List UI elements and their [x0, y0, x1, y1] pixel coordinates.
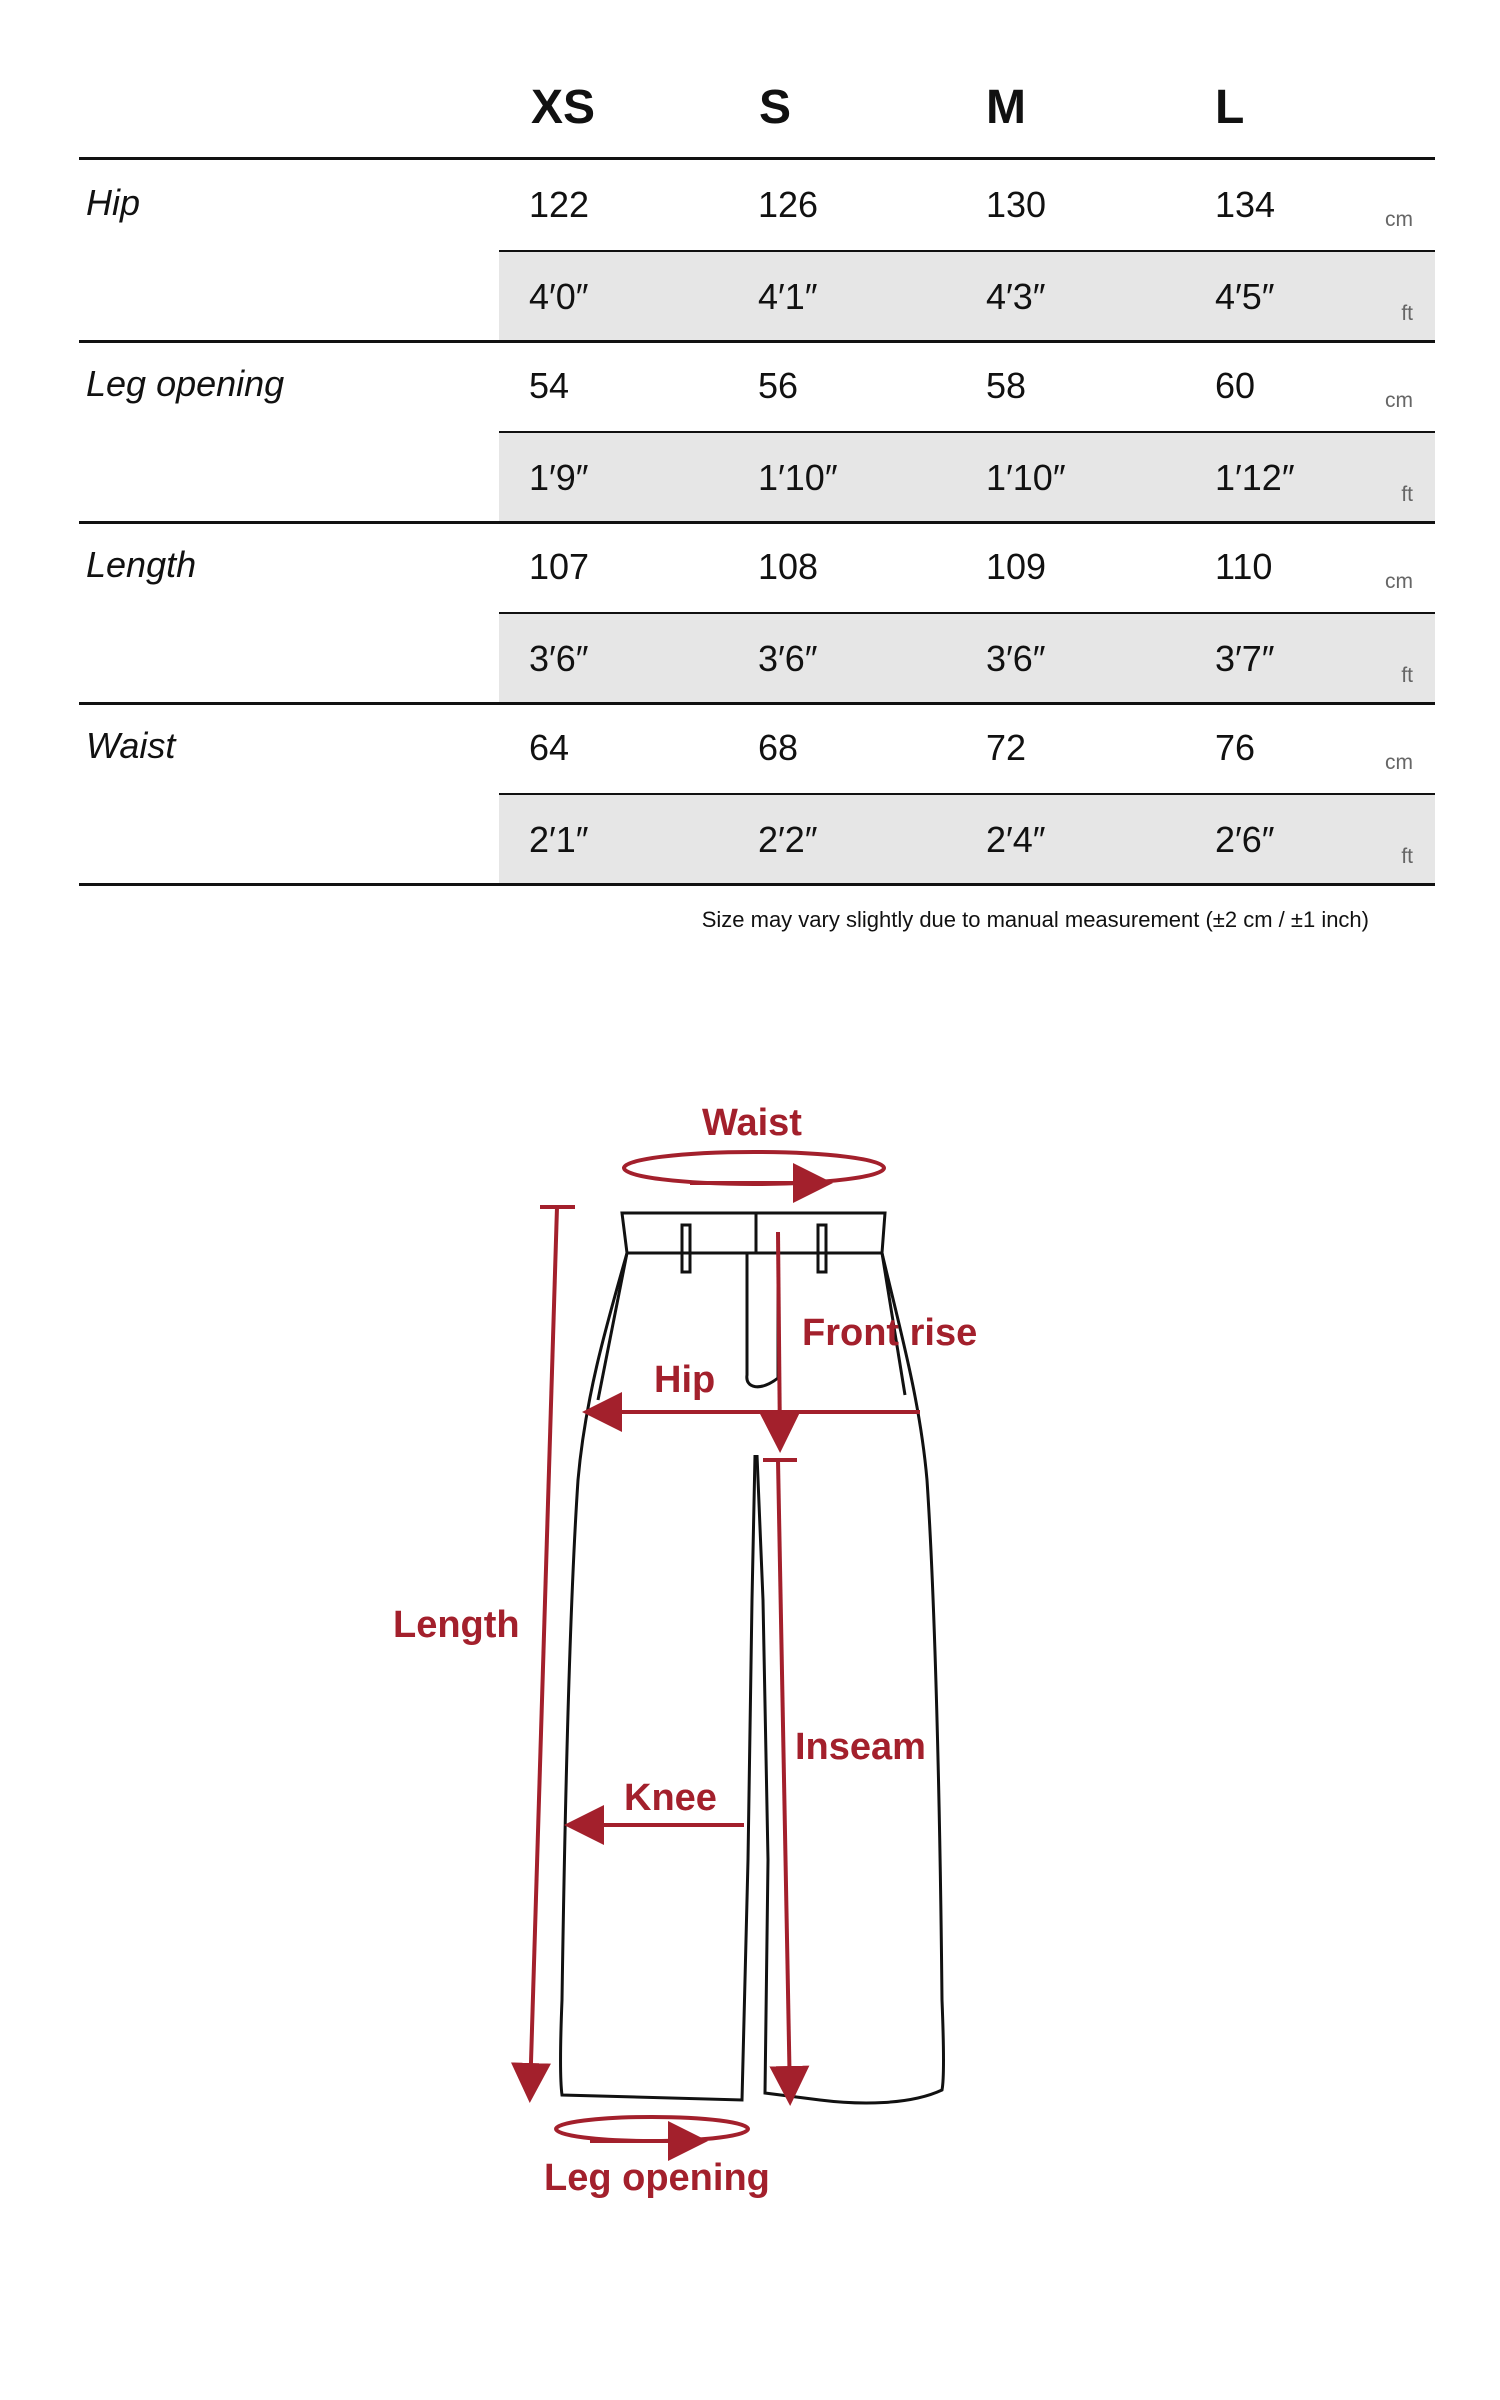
size-header-s: S — [759, 81, 792, 134]
measure-cell: 1′10″ — [986, 457, 1066, 498]
belt-loop-right — [818, 1225, 826, 1272]
measure-cell: 2′2″ — [758, 819, 818, 860]
size-header-xs: XS — [531, 81, 596, 134]
unit-label-cm: cm — [1385, 208, 1413, 231]
measure-cell: 1′10″ — [758, 457, 838, 498]
inseam-label: Inseam — [795, 1726, 926, 1768]
unit-label-ft: ft — [1401, 483, 1413, 506]
measure-cell: 130 — [986, 184, 1047, 225]
measure-cell: 122 — [529, 184, 590, 225]
right-leg — [757, 1253, 944, 2103]
measure-cell: 3′6″ — [986, 638, 1046, 679]
left-pocket — [598, 1253, 627, 1400]
measure-cell: 107 — [529, 546, 590, 587]
belt-loop-left — [682, 1225, 690, 1272]
front-rise-arrow — [778, 1232, 780, 1445]
measure-cell: 1′9″ — [529, 457, 589, 498]
measure-cell: 4′5″ — [1215, 276, 1275, 317]
unit-label-ft: ft — [1401, 302, 1413, 325]
annotations — [530, 1152, 920, 2141]
measure-cell: 3′6″ — [529, 638, 589, 679]
waistband — [622, 1213, 885, 1253]
measure-cell: 134 — [1215, 184, 1276, 225]
waist-label: Waist — [702, 1102, 802, 1144]
measure-cell: 2′6″ — [1215, 819, 1275, 860]
measure-cell: 4′3″ — [986, 276, 1046, 317]
hip-label: Hip — [654, 1359, 716, 1401]
knee-label: Knee — [624, 1777, 717, 1819]
measure-label: Waist — [86, 725, 176, 766]
waist-loop — [624, 1152, 884, 1184]
measure-cell: 3′7″ — [1215, 638, 1275, 679]
size-header-m: M — [986, 81, 1026, 134]
unit-label-cm: cm — [1385, 751, 1413, 774]
measure-cell: 1′12″ — [1215, 457, 1295, 498]
measure-cell: 58 — [986, 365, 1027, 406]
length-arrow — [530, 1207, 557, 2095]
size-header-l: L — [1215, 81, 1245, 134]
measure-cell: 72 — [986, 727, 1027, 768]
measure-cell: 109 — [986, 546, 1047, 587]
measure-cell: 3′6″ — [758, 638, 818, 679]
measure-cell: 60 — [1215, 365, 1256, 406]
measure-label: Leg opening — [86, 363, 285, 404]
measure-label: Length — [86, 544, 197, 585]
measure-cell: 4′0″ — [529, 276, 589, 317]
leg-opening-label: Leg opening — [544, 2157, 770, 2199]
measure-cell: 126 — [758, 184, 819, 225]
fly — [747, 1253, 778, 1387]
front-rise-label: Front rise — [802, 1312, 978, 1354]
measurement-note: Size may vary slightly due to manual measurement (±2 cm / ±1 inch) — [701, 907, 1369, 932]
measure-cell: 4′1″ — [758, 276, 818, 317]
measure-cell: 110 — [1215, 546, 1273, 587]
measure-cell: 54 — [529, 365, 570, 406]
unit-label-cm: cm — [1385, 570, 1413, 593]
length-label: Length — [393, 1604, 520, 1646]
measure-cell: 2′4″ — [986, 819, 1046, 860]
inseam-arrow — [778, 1460, 790, 2098]
measure-label: Hip — [86, 182, 141, 223]
measure-cell: 108 — [758, 546, 819, 587]
leg-opening-loop — [556, 2117, 748, 2141]
measure-cell: 64 — [529, 727, 570, 768]
unit-label-ft: ft — [1401, 845, 1413, 868]
measure-cell: 56 — [758, 365, 799, 406]
unit-label-ft: ft — [1401, 664, 1413, 687]
measure-cell: 2′1″ — [529, 819, 589, 860]
measure-cell: 68 — [758, 727, 799, 768]
unit-label-cm: cm — [1385, 389, 1413, 412]
measure-cell: 76 — [1215, 727, 1256, 768]
